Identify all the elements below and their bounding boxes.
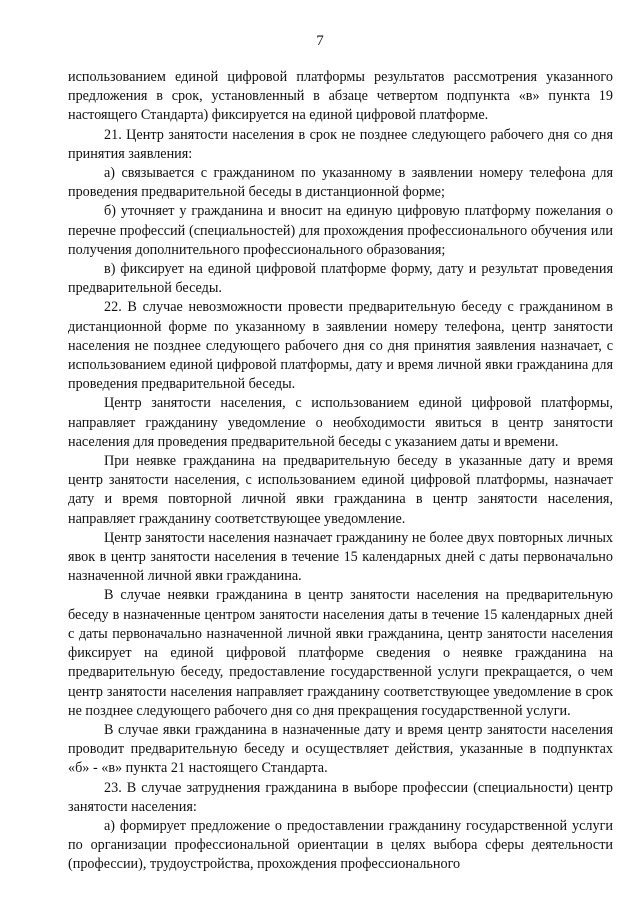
paragraph: 21. Центр занятости населения в срок не позднее следующего рабочего дня со дня принятия заявления: bbox=[68, 126, 613, 162]
paragraph: В случае неявки гражданина в центр занятости населения на предварительную беседу в назначенные центром занятости населения даты в течение 15 календарных дней с даты первоначально назначенной личной явки гражданина, центр занятости населения фиксирует на единой цифровой платформе сведения о неявке гражданина на предварительную беседу, предоставление государственной услуги прекращается, о чем центр занятости населения направляет гражданину соответствующее уведомление в срок не позднее следующего рабочего дня со дня прекращения государственной услуги. bbox=[68, 587, 613, 719]
paragraph: а) формирует предложение о предоставлении гражданину государственной услуги по организации профессиональной ориентации в целях выбора сферы деятельности (профессии), трудоустройства, прохождения профессионального bbox=[68, 817, 613, 873]
document-body bbox=[68, 68, 613, 875]
paragraph: Центр занятости населения назначает гражданину не более двух повторных личных явок в центр занятости населения в течение 15 календарных дней с даты первоначально назначенной личной явки гражданина. bbox=[68, 529, 613, 585]
paragraph: а) связывается с гражданином по указанному в заявлении номеру телефона для проведения предварительной беседы в дистанционной форме; bbox=[68, 165, 613, 201]
page-number: 7 bbox=[316, 33, 324, 49]
paragraph: в) фиксирует на единой цифровой платформе форму, дату и результат проведения предварительной беседы. bbox=[68, 261, 613, 297]
paragraph: 23. В случае затруднения гражданина в выборе профессии (специальности) центр занятости населения: bbox=[68, 779, 613, 815]
paragraph: использованием единой цифровой платформы результатов рассмотрения указанного предложения в срок, установленный в абзаце четвертом подпункта «в» пункта 19 настоящего Стандарта) фиксируется на единой цифровой платформе. bbox=[68, 69, 613, 124]
paragraph: б) уточняет у гражданина и вносит на единую цифровую платформу пожелания о перечне профессий (специальностей) для прохождения профессионального обучения или получения дополнительного профессионального образования; bbox=[68, 203, 613, 258]
paragraph: При неявке гражданина на предварительную беседу в указанные дату и время центр занятости населения, с использованием единой цифровой платформы, назначает дату и время повторной личной явки гражданина в центр занятости населения, направляет гражданину соответствующее уведомление. bbox=[68, 453, 613, 527]
paragraph: 22. В случае невозможности провести предварительную беседу с гражданином в дистанционной форме по указанному в заявлении номеру телефона, центр занятости населения не позднее следующего рабочего дня со дня принятия заявления назначает, с использованием единой цифровой платформы, дату и время личной явки гражданина для проведения предварительной беседы. bbox=[68, 299, 613, 393]
paragraph: В случае явки гражданина в назначенные дату и время центр занятости населения проводит предварительную беседу и осуществляет действия, указанные в подпунктах «б» - «в» пункта 21 настоящего Стандарта. bbox=[68, 721, 613, 777]
paragraph: Центр занятости населения, с использованием единой цифровой платформы, направляет гражданину уведомление о необходимости явиться в центр занятости населения для проведения предварительной беседы с указанием даты и времени. bbox=[68, 395, 613, 450]
